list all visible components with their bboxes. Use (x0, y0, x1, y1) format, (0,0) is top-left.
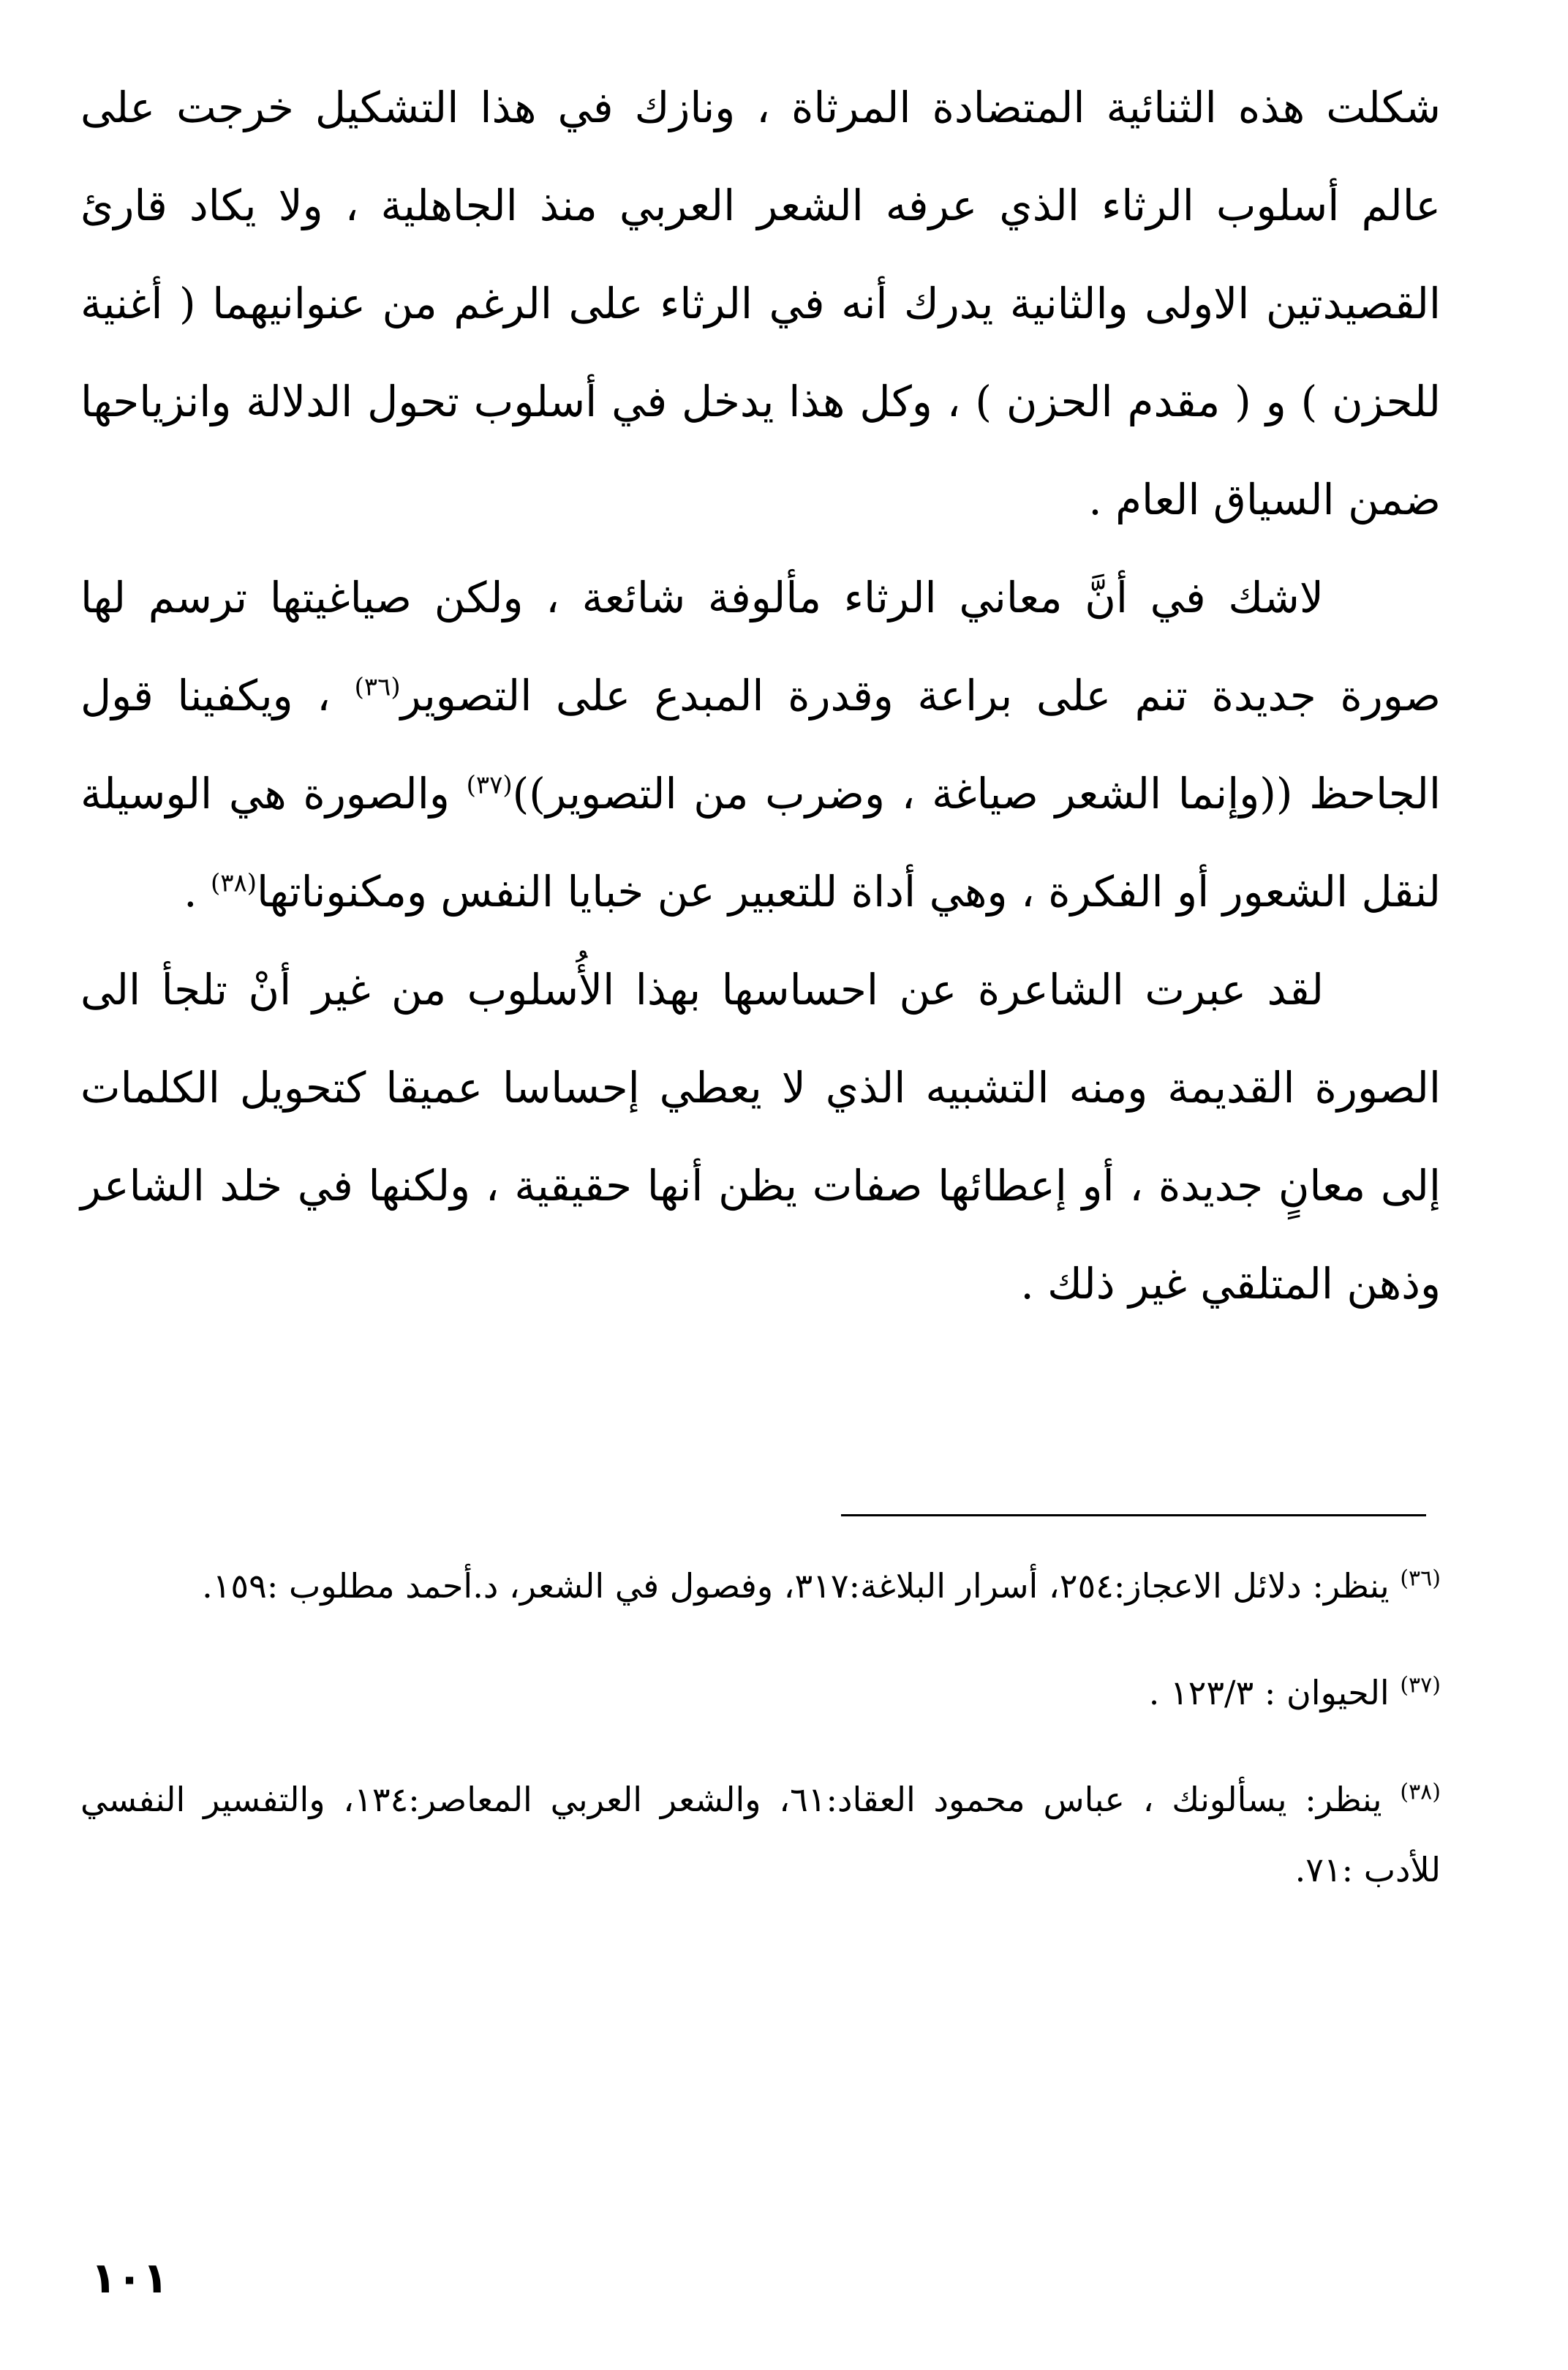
paragraph-1-text: شكلت هذه الثنائية المتضادة المرثاة ، ونازك في هذا التشكيل خرجت على عالم أسلوب الرثاء الذي عرفه الشعر العربي منذ الجاهلية ، ولا يكاد قارئ القصيدتين الاولى والثانية يدرك أنه في الرثاء على الرغم من عنوانيهما ( أغنية للحزن ) و ( مقدم الحزن ) ، وكل هذا يدخل في أسلوب تحول الدلالة وانزياحها ضمن السياق العام . (80, 83, 1441, 524)
paragraph-2-text-a: لاشك في أنَّ معاني الرثاء مألوفة شائعة ، ولكن صياغيتها ترسم لها صورة جديدة تنم على براعة وقدرة المبدع على التصوير (80, 573, 1441, 721)
footnote-38 (80, 1764, 1441, 1905)
body-text (80, 59, 1441, 1333)
footnote-ref-37[interactable]: (٣٧) (466, 770, 513, 800)
paragraph-1 (80, 59, 1441, 549)
paragraph-3 (80, 941, 1441, 1333)
paragraph-2-text-d: . (184, 867, 211, 917)
paragraph-2-text-b: ، ويكفينا قول الجاحظ ((وإنما الشعر صياغة ، وضرب من التصوير)) (80, 671, 1441, 819)
footnotes (80, 1551, 1441, 1941)
footnote-separator (841, 1514, 1426, 1516)
footnote-text-38: ينظر: يسألونك ، عباس محمود العقاد:٦١، والشعر العربي المعاصر:١٣٤، والتفسير النفسي للأدب :٧١. (80, 1780, 1441, 1889)
paragraph-2 (80, 549, 1441, 941)
footnote-ref-36[interactable]: (٣٦) (354, 672, 401, 702)
paragraph-2-text-c: والصورة هي الوسيلة لنقل الشعور أو الفكرة ، وهي أداة للتعبير عن خبايا النفس ومكنوناتها (80, 769, 1441, 917)
footnote-36 (80, 1551, 1441, 1621)
footnote-37 (80, 1658, 1441, 1728)
paragraph-3-text: لقد عبرت الشاعرة عن احساسها بهذا الأُسلوب من غير أنْ تلجأ الى الصورة القديمة ومنه التشبيه الذي لا يعطي إحساسا عميقا كتحويل الكلمات إلى معانٍ جديدة ، أو إعطائها صفات يظن أنها حقيقية ، ولكنها في خلد الشاعر وذهن المتلقي غير ذلك . (80, 965, 1441, 1309)
footnote-ref-38[interactable]: (٣٨) (210, 868, 257, 898)
footnote-number-37: (٣٧) (1400, 1672, 1441, 1698)
footnote-number-38: (٣٨) (1400, 1779, 1441, 1805)
document-page (80, 59, 1441, 2311)
footnote-text-37: الحيوان : ١٢٣/٣ . (1148, 1673, 1390, 1712)
footnote-number-36: (٣٦) (1400, 1565, 1441, 1592)
page-number: ١٠١ (91, 2253, 169, 2303)
footnote-text-36: ينظر: دلائل الاعجاز:٢٥٤، أسرار البلاغة:٣١٧، وفصول في الشعر، د.أحمد مطلوب :١٥٩. (202, 1566, 1390, 1606)
